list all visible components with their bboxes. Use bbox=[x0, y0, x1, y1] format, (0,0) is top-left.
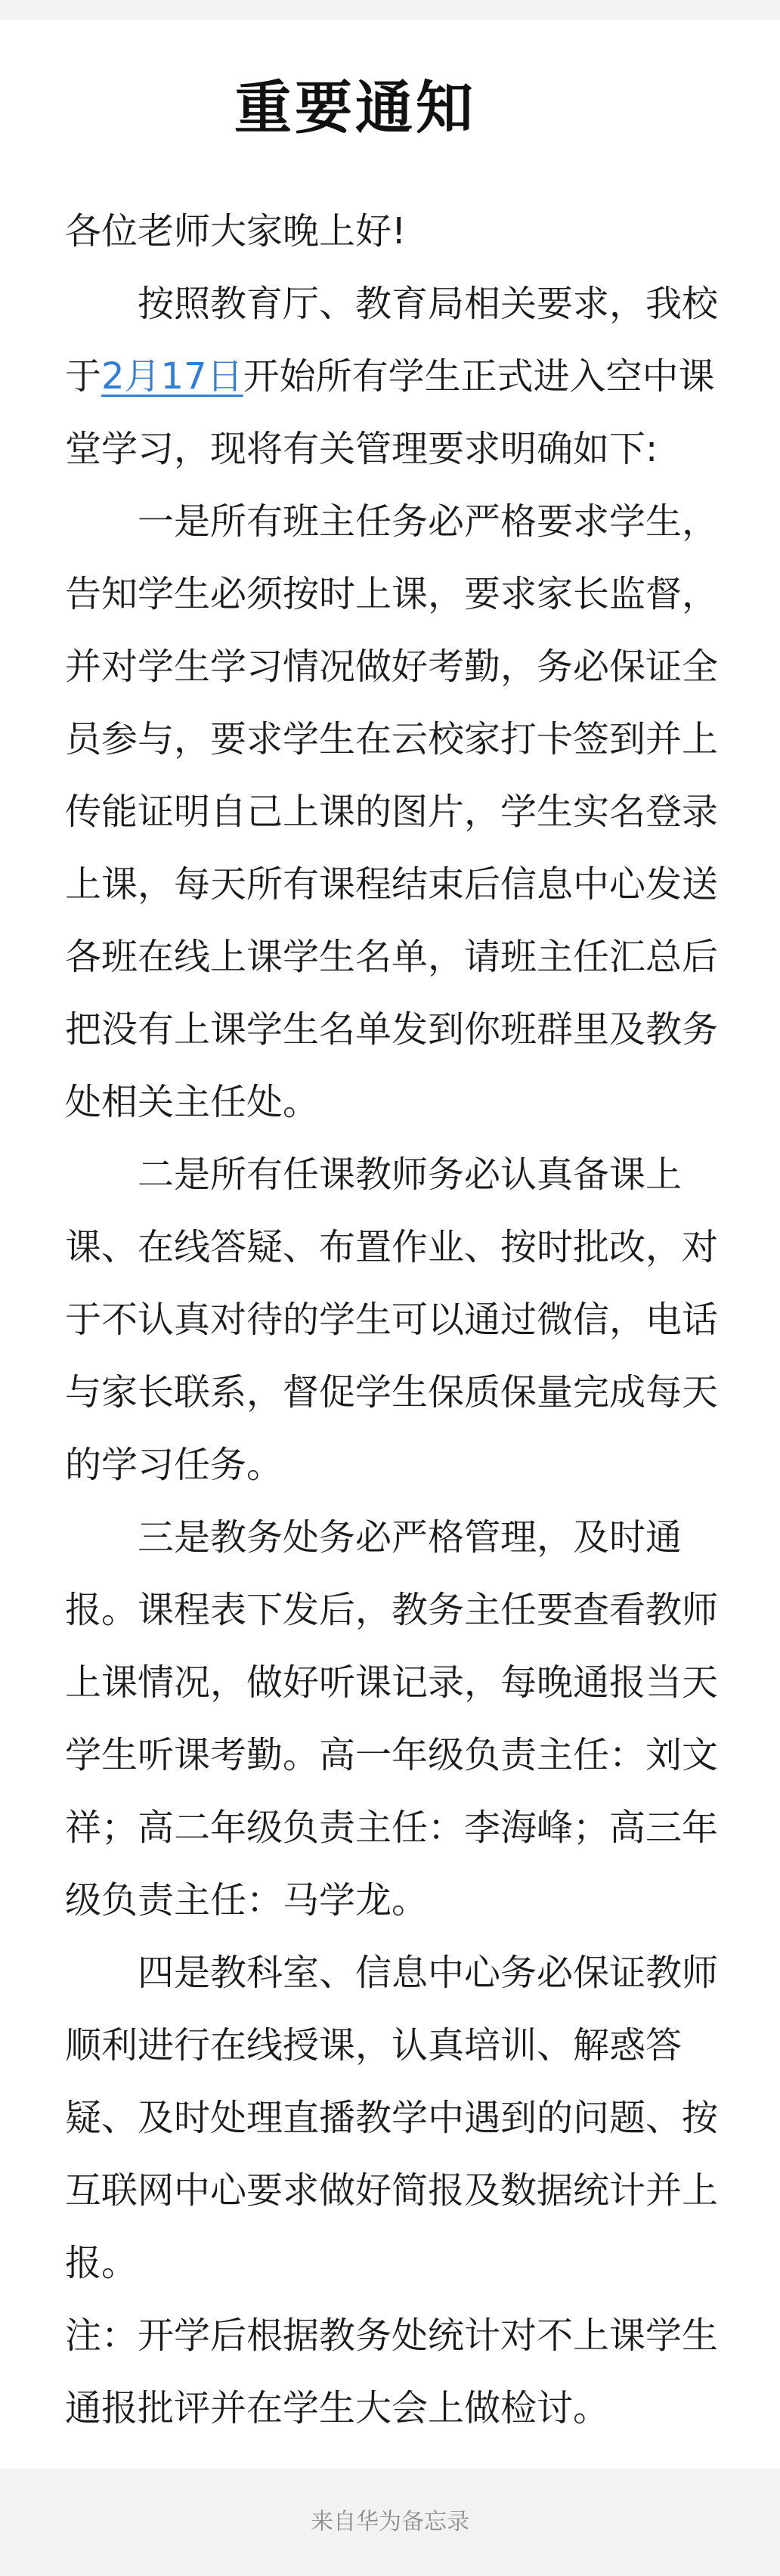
greeting-line: 各位老师大家晚上好! bbox=[65, 210, 407, 252]
top-strip bbox=[0, 0, 780, 20]
intro-paragraph bbox=[65, 268, 718, 485]
note-body[interactable] bbox=[65, 195, 718, 2444]
source-label: 来自华为备忘录 bbox=[311, 2509, 469, 2535]
paragraph-item-4: 四是教科室、信息中心务必保证教师顺利进行在线授课，认真培训、解惑答疑、及时处理直播教学中遇到的问题、按互联网中心要求做好简报及数据统计并上报。 bbox=[65, 1952, 719, 2284]
note-title: 重要通知 bbox=[234, 74, 476, 141]
memo-note bbox=[0, 20, 780, 2469]
date-link[interactable]: 2月17日 bbox=[101, 355, 243, 398]
paragraph-item-3: 三是教务处务必严格管理，及时通报。课程表下发后，教务主任要查看教师上课情况，做好听课记录，每晚通报当天学生听课考勤。高一年级负责主任：刘文祥；高二年级负责主任：李海峰；高三年级负责主任：马学龙。 bbox=[65, 1516, 719, 1921]
footnote-line: 注：开学后根据教务处统计对不上课学生通报批评并在学生大会上做检讨。 bbox=[65, 2314, 719, 2429]
paragraph-item-1: 一是所有班主任务必严格要求学生，告知学生必须按时上课，要求家长监督，并对学生学习情况做好考勤，务必保证全员参与，要求学生在云校家打卡签到并上传能证明自己上课的图片，学生实名登录上课，每天所有课程结束后信息中心发送各班在线上课学生名单，请班主任汇总后把没有上课学生名单发到你班群里及教务处相关主任处。 bbox=[65, 500, 719, 1123]
footer-bar bbox=[0, 2469, 780, 2576]
intro-text-before-link: 按照教育厅、教育局相关要求，我校于 bbox=[65, 283, 719, 398]
intro-text-after-link: 开始所有学生正式进入空中课堂学习，现将有关管理要求明确如下: bbox=[65, 355, 715, 470]
paragraph-item-2: 二是所有任课教师务必认真备课上课、在线答疑、布置作业、按时批改，对于不认真对待的学生可以通过微信，电话与家长联系，督促学生保质保量完成每天的学习任务。 bbox=[65, 1153, 719, 1486]
